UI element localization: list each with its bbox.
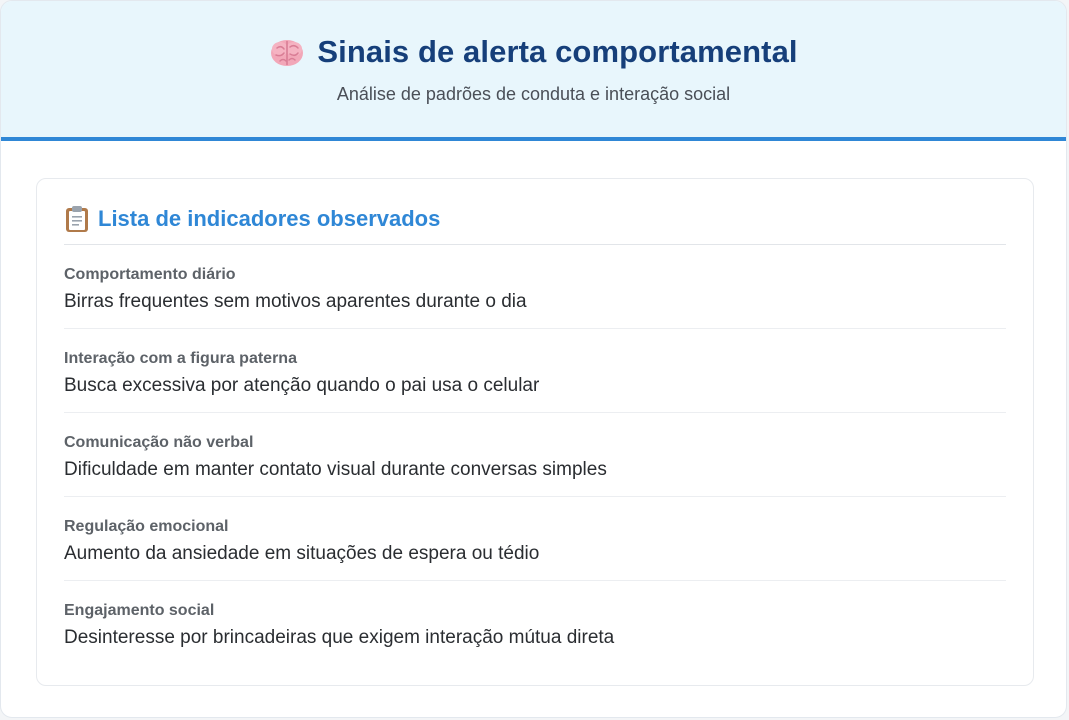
indicators-card xyxy=(36,178,1034,686)
page-subtitle: Análise de padrões de conduta e interação social xyxy=(336,84,731,104)
item-value: Busca excessiva por atenção quando o pai usa o celular xyxy=(64,375,540,396)
clipboard-icon xyxy=(64,205,90,233)
card-title: Lista de indicadores observados xyxy=(98,205,441,231)
list-item xyxy=(64,581,1006,665)
item-label: Comportamento diário xyxy=(64,266,236,283)
list-item xyxy=(64,413,1006,497)
header xyxy=(1,1,1066,141)
brain-icon xyxy=(269,34,305,70)
item-label: Engajamento social xyxy=(64,602,215,619)
item-label: Regulação emocional xyxy=(64,518,229,535)
item-label: Interação com a figura paterna xyxy=(64,350,297,367)
page-title: Sinais de alerta comportamental xyxy=(317,34,798,69)
item-value: Desinteresse por brincadeiras que exigem interação mútua direta xyxy=(64,627,615,648)
list-item xyxy=(64,497,1006,581)
item-value: Birras frequentes sem motivos aparentes durante o dia xyxy=(64,291,527,312)
item-label: Comunicação não verbal xyxy=(64,434,254,451)
title-row xyxy=(1,34,1066,70)
item-value: Dificuldade em manter contato visual durante conversas simples xyxy=(64,459,607,480)
card-heading xyxy=(64,179,1006,245)
list-item xyxy=(64,245,1006,329)
item-value: Aumento da ansiedade em situações de espera ou tédio xyxy=(64,543,540,564)
list-item xyxy=(64,329,1006,413)
